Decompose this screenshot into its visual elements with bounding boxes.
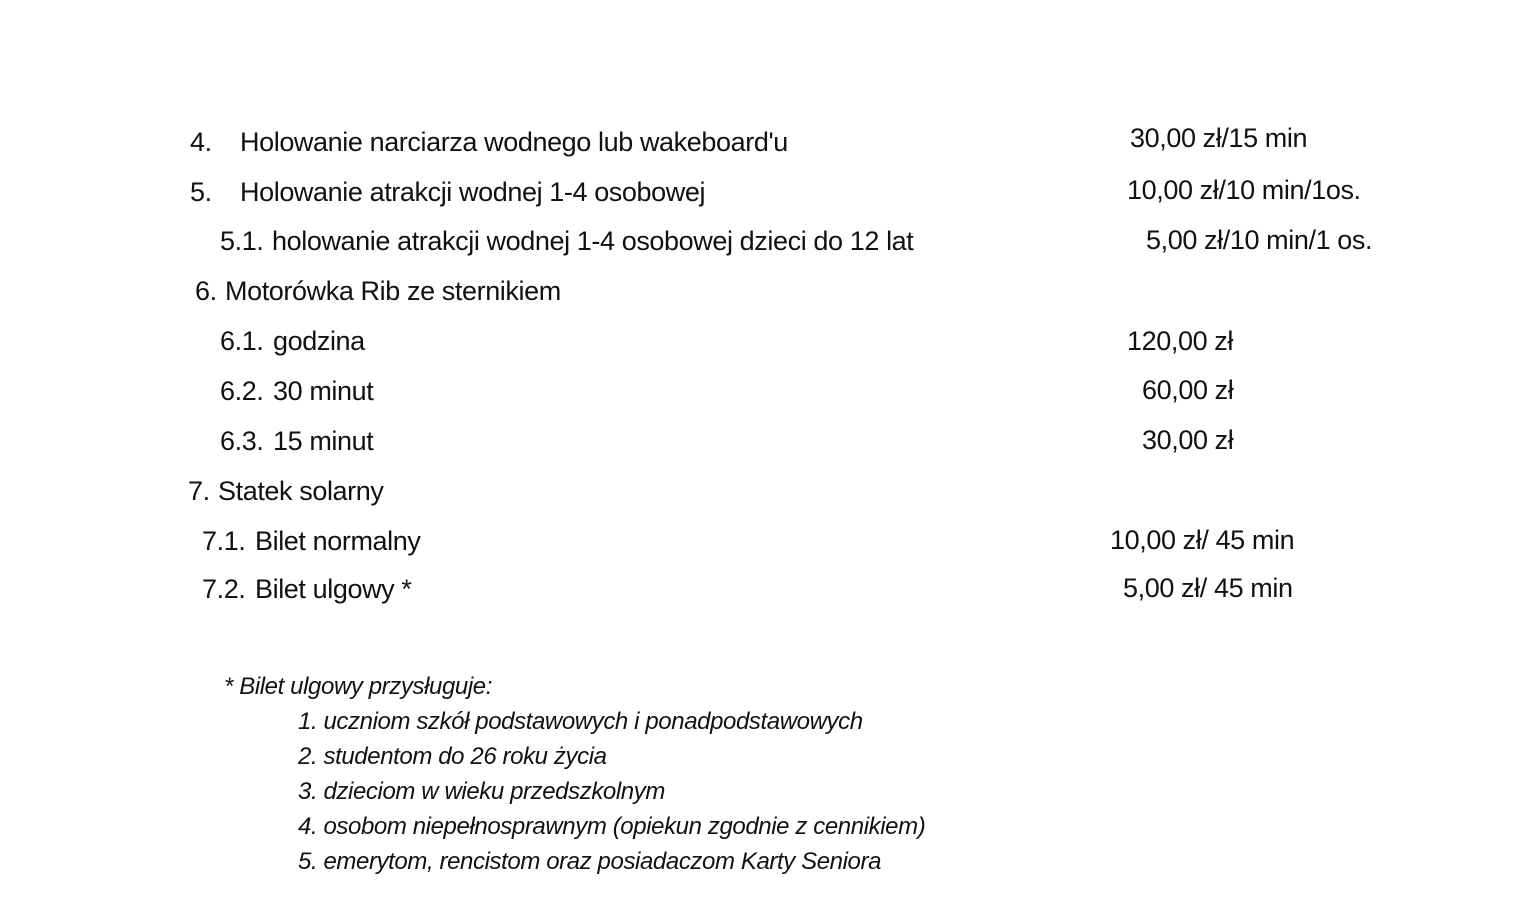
item-price: 10,00 zł/ 45 min (1110, 525, 1295, 555)
price-item-5 (190, 172, 705, 212)
item-number: 4. (190, 127, 212, 157)
item-price: 5,00 zł/ 45 min (1123, 573, 1293, 603)
item-price: 120,00 zł (1127, 326, 1233, 356)
item-number: 6.1. (220, 326, 264, 356)
price-item-7-1 (202, 521, 420, 561)
item-price: 30,00 zł (1142, 425, 1234, 455)
item-number: 6. (195, 276, 217, 306)
item-label: Motorówka Rib ze sternikiem (225, 276, 561, 306)
item-label: Holowanie narciarza wodnego lub wakeboard'u (240, 127, 788, 157)
price-item-7-2 (202, 569, 411, 609)
item-number: 5. (190, 177, 212, 207)
footnote-entry-3: 3. dzieciom w wieku przedszkolnym (298, 778, 665, 805)
price-item-6-1 (220, 321, 365, 361)
footnote-entry-2: 2. studentom do 26 roku życia (298, 743, 607, 770)
item-number: 6.2. (220, 376, 264, 406)
item-number: 7. (188, 476, 210, 506)
price-item-6 (195, 271, 561, 311)
item-number: 5.1. (220, 226, 264, 256)
item-label: 15 minut (273, 426, 374, 456)
item-label: Bilet ulgowy * (255, 574, 412, 604)
item-price: 30,00 zł/15 min (1130, 123, 1308, 153)
item-number: 7.2. (202, 574, 246, 604)
item-number: 7.1. (202, 526, 246, 556)
footnote-entry-5: 5. emerytom, rencistom oraz posiadaczom Karty Seniora (298, 848, 882, 875)
item-label: Statek solarny (218, 476, 384, 506)
footnote-heading: * Bilet ulgowy przysługuje: (224, 673, 493, 700)
footnote-entry-4: 4. osobom niepełnosprawnym (opiekun zgodnie z cennikiem) (298, 813, 926, 840)
item-price: 5,00 zł/10 min/1 os. (1146, 225, 1373, 255)
price-item-5-1 (220, 221, 913, 261)
item-price: 10,00 zł/10 min/1os. (1127, 175, 1361, 205)
item-price: 60,00 zł (1142, 375, 1234, 405)
price-item-4 (190, 122, 788, 162)
price-item-6-3 (220, 421, 373, 461)
item-label: Holowanie atrakcji wodnej 1-4 osobowej (240, 177, 706, 207)
price-item-6-2 (220, 371, 373, 411)
item-label: 30 minut (273, 376, 374, 406)
item-label: godzina (273, 326, 365, 356)
item-number: 6.3. (220, 426, 264, 456)
footnote-entry-1: 1. uczniom szkół podstawowych i ponadpodstawowych (298, 708, 863, 735)
item-label: Bilet normalny (255, 526, 421, 556)
price-item-7 (188, 471, 383, 511)
item-label: holowanie atrakcji wodnej 1-4 osobowej dzieci do 12 lat (272, 226, 914, 256)
